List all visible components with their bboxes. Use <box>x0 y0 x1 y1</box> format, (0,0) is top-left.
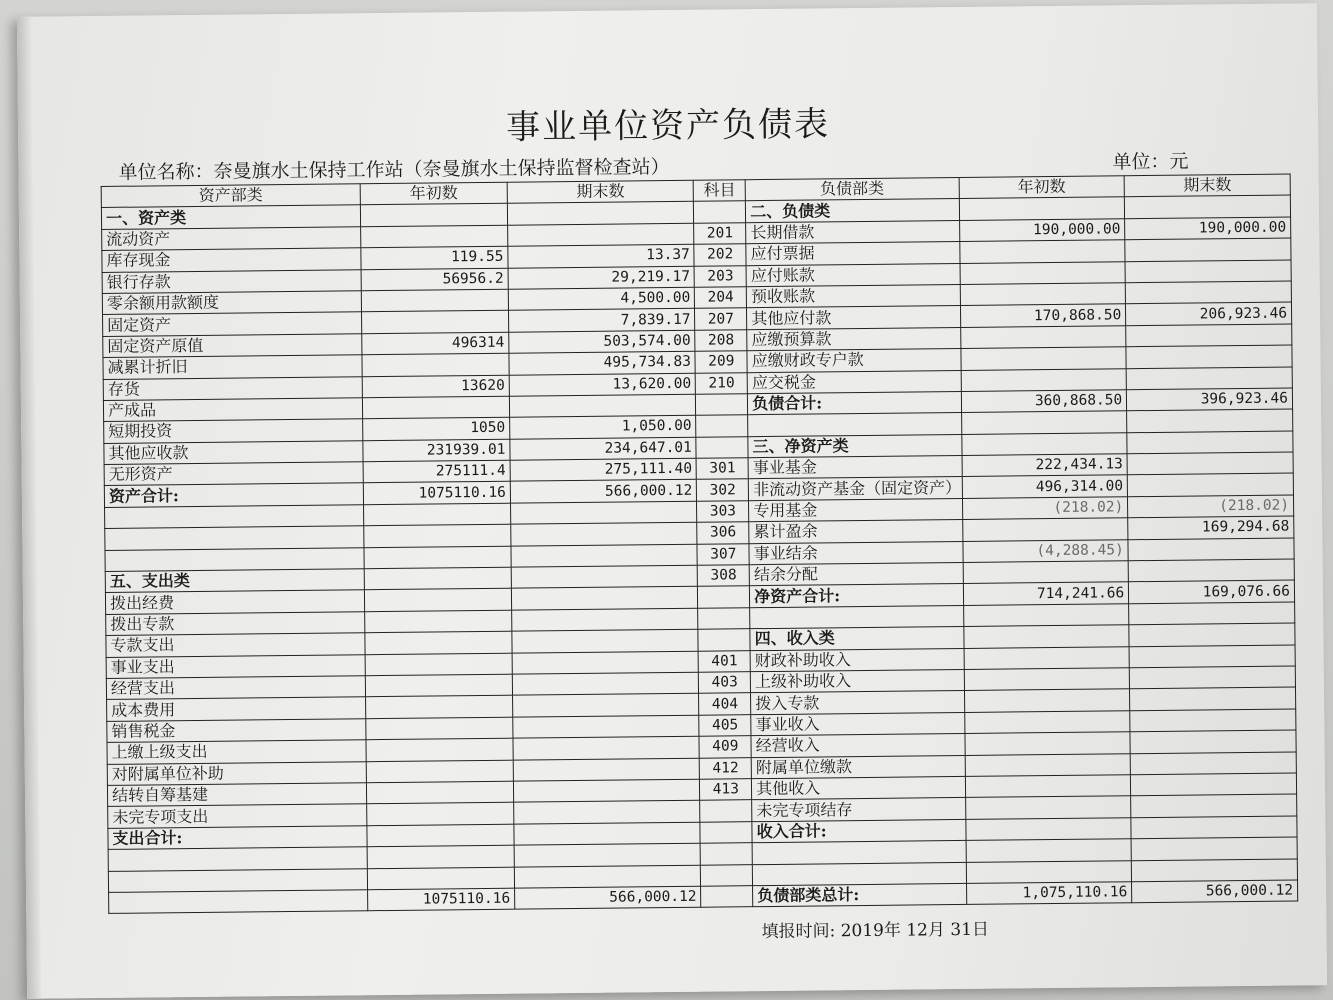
liability-start-year-cell: 190,000.00 <box>959 219 1125 242</box>
asset-start-year-cell <box>366 717 513 740</box>
liability-end-period-cell <box>1130 709 1296 732</box>
liability-start-year-cell <box>960 261 1126 284</box>
liability-end-period-cell <box>1131 773 1297 796</box>
asset-start-year-cell <box>367 803 514 826</box>
asset-item-cell: 其他应收款 <box>104 440 363 464</box>
liability-item-cell: 事业结余 <box>749 541 963 565</box>
account-code-cell: 203 <box>694 265 746 287</box>
liability-start-year-cell <box>963 604 1129 627</box>
account-code-cell <box>696 415 748 437</box>
liability-start-year-cell: (4,288.45) <box>962 539 1128 562</box>
asset-item-cell: 产成品 <box>103 398 362 422</box>
asset-end-period-cell: 29,219.17 <box>508 266 695 289</box>
liability-item-cell: 附属单位缴款 <box>751 755 965 779</box>
account-code-cell <box>696 436 748 458</box>
asset-start-year-cell <box>364 546 511 569</box>
liability-item-cell: 未完专项结存 <box>752 798 966 822</box>
liability-start-year-cell <box>959 197 1125 220</box>
asset-item-cell: 零余额用款额度 <box>102 291 361 315</box>
asset-end-period-cell: 275,111.40 <box>510 458 697 481</box>
asset-end-period-cell: 234,647.01 <box>510 437 697 460</box>
liability-end-period-cell <box>1127 431 1293 454</box>
asset-start-year-cell <box>365 610 512 633</box>
liability-item-cell: 拨入专款 <box>751 691 965 715</box>
liability-item-cell: 净资产合计: <box>750 584 964 608</box>
header-end-period-right: 期末数 <box>1124 174 1290 197</box>
liability-end-period-cell <box>1126 345 1292 368</box>
asset-end-period-cell <box>511 565 698 588</box>
liability-item-cell: 三、净资产类 <box>748 434 962 458</box>
asset-start-year-cell: 1075110.16 <box>367 888 514 911</box>
account-code-cell: 210 <box>696 372 748 394</box>
asset-end-period-cell: 1,050.00 <box>510 416 697 439</box>
account-code-cell <box>698 586 750 608</box>
header-start-year-right: 年初数 <box>959 176 1125 199</box>
document-sheet <box>17 3 1327 999</box>
asset-start-year-cell <box>367 867 514 890</box>
liability-end-period-cell: (218.02) <box>1128 495 1294 518</box>
asset-start-year-cell <box>365 674 512 697</box>
asset-start-year-cell: 231939.01 <box>363 439 510 462</box>
liability-start-year-cell <box>966 860 1132 883</box>
account-code-cell: 405 <box>699 714 751 736</box>
liability-end-period-cell: 169,294.68 <box>1128 516 1294 539</box>
liability-item-cell: 财政补助收入 <box>750 648 964 672</box>
liability-start-year-cell <box>960 347 1126 370</box>
liability-item-cell: 应缴财政专户款 <box>747 349 961 373</box>
asset-end-period-cell <box>511 544 698 567</box>
liability-start-year-cell <box>966 839 1132 862</box>
asset-item-cell: 库存现金 <box>102 248 361 272</box>
liability-item-cell: 其他收入 <box>752 776 966 800</box>
liability-start-year-cell <box>964 646 1130 669</box>
liability-end-period-cell <box>1126 324 1292 347</box>
liability-end-period-cell: 206,923.46 <box>1126 302 1292 325</box>
asset-item-cell: 固定资产 <box>103 312 362 336</box>
account-code-cell <box>696 394 748 416</box>
account-code-cell <box>694 201 746 223</box>
liability-start-year-cell <box>965 817 1131 840</box>
asset-start-year-cell <box>365 631 512 654</box>
asset-item-cell: 银行存款 <box>102 269 361 293</box>
asset-start-year-cell <box>364 524 511 547</box>
liability-item-cell: 长期借款 <box>746 220 960 244</box>
liability-end-period-cell <box>1130 752 1296 775</box>
asset-item-cell: 拨出专款 <box>106 612 365 636</box>
asset-item-cell <box>105 526 364 550</box>
liability-item-cell: 非流动资产基金（固定资产） <box>748 477 962 501</box>
header-asset-section: 资产部类 <box>101 184 360 208</box>
liability-end-period-cell <box>1127 473 1293 496</box>
asset-end-period-cell <box>512 651 699 674</box>
asset-start-year-cell: 1050 <box>363 417 510 440</box>
account-code-cell: 301 <box>696 458 748 480</box>
account-code-cell <box>700 800 752 822</box>
liability-item-cell: 应付账款 <box>746 263 960 287</box>
asset-item-cell: 成本费用 <box>107 697 366 721</box>
asset-end-period-cell: 503,574.00 <box>509 330 696 353</box>
asset-end-period-cell: 495,734.83 <box>509 351 696 374</box>
liability-end-period-cell <box>1131 816 1297 839</box>
asset-end-period-cell <box>512 672 699 695</box>
asset-item-cell <box>109 890 368 914</box>
asset-item-cell: 未完专项支出 <box>108 804 367 828</box>
liability-item-cell <box>748 413 962 437</box>
asset-start-year-cell <box>364 567 511 590</box>
account-code-cell: 204 <box>695 287 747 309</box>
asset-start-year-cell <box>360 204 507 227</box>
asset-item-cell: 固定资产原值 <box>103 333 362 357</box>
liability-item-cell: 二、负债类 <box>746 199 960 223</box>
liability-item-cell: 应缴预算款 <box>747 327 961 351</box>
liability-item-cell: 应付票据 <box>746 242 960 266</box>
asset-start-year-cell <box>362 353 509 376</box>
table-body <box>101 195 1297 913</box>
liability-item-cell: 负债合计: <box>748 391 962 415</box>
liability-end-period-cell <box>1128 538 1294 561</box>
account-code-cell: 412 <box>700 757 752 779</box>
liability-end-period-cell <box>1127 409 1293 432</box>
asset-end-period-cell: 566,000.12 <box>510 480 697 503</box>
liability-item-cell <box>750 605 964 629</box>
asset-end-period-cell <box>508 223 695 246</box>
liability-end-period-cell <box>1125 281 1291 304</box>
asset-start-year-cell <box>361 289 508 312</box>
asset-item-cell: 经营支出 <box>106 676 365 700</box>
asset-item-cell: 上缴上级支出 <box>107 740 366 764</box>
liability-start-year-cell <box>960 325 1126 348</box>
asset-item-cell: 支出合计: <box>108 825 367 849</box>
liability-end-period-cell <box>1125 238 1291 261</box>
asset-item-cell <box>108 847 367 871</box>
asset-end-period-cell <box>512 629 699 652</box>
liability-start-year-cell: 170,868.50 <box>960 304 1126 327</box>
header-liability-section: 负债部类 <box>745 177 959 201</box>
account-code-cell: 306 <box>697 522 749 544</box>
liability-end-period-cell <box>1128 559 1294 582</box>
asset-start-year-cell <box>365 696 512 719</box>
liability-start-year-cell: 496,314.00 <box>962 475 1128 498</box>
liability-end-period-cell <box>1131 837 1297 860</box>
asset-start-year-cell: 119.55 <box>361 246 508 269</box>
liability-item-cell: 事业基金 <box>748 456 962 480</box>
liability-end-period-cell <box>1127 452 1293 475</box>
liability-end-period-cell <box>1129 645 1295 668</box>
liability-end-period-cell <box>1130 666 1296 689</box>
liability-item-cell: 累计盈余 <box>749 520 963 544</box>
asset-end-period-cell <box>514 801 701 824</box>
account-code-cell: 201 <box>694 222 746 244</box>
account-code-cell: 413 <box>700 779 752 801</box>
liability-start-year-cell <box>961 432 1127 455</box>
asset-end-period-cell <box>512 608 699 631</box>
fill-date: 填报时间: 2019年 12月 31日 <box>761 919 990 943</box>
asset-end-period-cell <box>511 522 698 545</box>
balance-sheet-table-wrap <box>101 174 1299 915</box>
liability-item-cell: 上级补助收入 <box>750 669 964 693</box>
liability-start-year-cell <box>961 411 1127 434</box>
account-code-cell: 302 <box>697 479 749 501</box>
asset-item-cell <box>105 547 364 571</box>
asset-end-period-cell <box>513 736 700 759</box>
asset-start-year-cell <box>366 760 513 783</box>
account-code-cell <box>698 608 750 630</box>
asset-end-period-cell <box>510 501 697 524</box>
header-account: 科目 <box>694 180 746 202</box>
liability-item-cell: 收入合计: <box>752 819 966 843</box>
account-code-cell: 208 <box>695 329 747 351</box>
liability-item-cell: 事业收入 <box>751 712 965 736</box>
asset-item-cell: 拨出经费 <box>105 590 364 614</box>
unit-name: 单位名称：奈曼旗水土保持工作站（奈曼旗水土保持监督检查站） <box>118 156 670 184</box>
account-code-cell: 307 <box>697 543 749 565</box>
asset-item-cell: 一、资产类 <box>101 205 360 229</box>
liability-start-year-cell <box>964 689 1130 712</box>
asset-end-period-cell <box>513 715 700 738</box>
liability-end-period-cell <box>1129 602 1295 625</box>
account-code-cell: 202 <box>694 244 746 266</box>
liability-item-cell: 四、收入类 <box>750 627 964 651</box>
asset-item-cell <box>108 868 367 892</box>
header-start-year: 年初数 <box>360 182 507 205</box>
liability-item-cell: 其他应付款 <box>747 306 961 330</box>
account-code-cell <box>701 864 753 886</box>
asset-end-period-cell: 4,500.00 <box>508 287 695 310</box>
account-code-cell <box>701 886 753 908</box>
asset-start-year-cell: 13620 <box>362 375 509 398</box>
account-code-cell: 404 <box>699 693 751 715</box>
asset-item-cell <box>105 505 364 529</box>
liability-end-period-cell <box>1125 260 1291 283</box>
asset-end-period-cell: 13.37 <box>508 244 695 267</box>
liability-end-period-cell: 169,076.66 <box>1129 580 1295 603</box>
asset-item-cell: 销售税金 <box>107 718 366 742</box>
asset-item-cell: 事业支出 <box>106 654 365 678</box>
asset-start-year-cell <box>366 781 513 804</box>
asset-start-year-cell <box>367 824 514 847</box>
liability-item-cell: 应交税金 <box>747 370 961 394</box>
account-code-cell: 401 <box>698 650 750 672</box>
asset-item-cell: 减累计折旧 <box>103 355 362 379</box>
liability-item-cell <box>752 841 966 865</box>
account-code-cell: 409 <box>699 736 751 758</box>
liability-end-period-cell <box>1132 858 1298 881</box>
liability-end-period-cell <box>1129 623 1295 646</box>
asset-start-year-cell: 496314 <box>362 332 509 355</box>
currency-unit: 单位：元 <box>1112 150 1189 174</box>
asset-end-period-cell <box>514 865 701 888</box>
document-title: 事业单位资产负债表 <box>505 104 831 148</box>
account-code-cell: 403 <box>699 672 751 694</box>
liability-end-period-cell <box>1130 687 1296 710</box>
liability-end-period-cell <box>1131 794 1297 817</box>
asset-start-year-cell <box>367 845 514 868</box>
liability-end-period-cell: 190,000.00 <box>1125 217 1291 240</box>
liability-start-year-cell <box>964 710 1130 733</box>
liability-start-year-cell <box>961 368 1127 391</box>
liability-item-cell <box>752 862 966 886</box>
asset-item-cell: 存货 <box>103 376 362 400</box>
liability-start-year-cell <box>959 240 1125 263</box>
account-code-cell: 207 <box>695 308 747 330</box>
asset-end-period-cell <box>509 394 696 417</box>
liability-start-year-cell: 222,434.13 <box>962 454 1128 477</box>
liability-start-year-cell <box>963 625 1129 648</box>
asset-end-period-cell: 13,620.00 <box>509 373 696 396</box>
liability-item-cell: 负债部类总计: <box>753 883 967 907</box>
account-code-cell: 308 <box>698 565 750 587</box>
liability-start-year-cell <box>960 283 1126 306</box>
liability-end-period-cell: 396,923.46 <box>1127 388 1293 411</box>
asset-item-cell: 专款支出 <box>106 633 365 657</box>
asset-end-period-cell <box>513 779 700 802</box>
liability-start-year-cell <box>964 668 1130 691</box>
account-code-cell <box>700 843 752 865</box>
asset-end-period-cell <box>513 758 700 781</box>
account-code-cell <box>700 821 752 843</box>
asset-start-year-cell: 1075110.16 <box>363 482 510 505</box>
asset-item-cell: 对附属单位补助 <box>107 761 366 785</box>
asset-item-cell: 流动资产 <box>102 227 361 251</box>
liability-start-year-cell: 714,241.66 <box>963 582 1129 605</box>
asset-item-cell: 短期投资 <box>104 419 363 443</box>
asset-start-year-cell: 275111.4 <box>363 460 510 483</box>
liability-end-period-cell <box>1130 730 1296 753</box>
liability-item-cell: 经营收入 <box>751 734 965 758</box>
asset-start-year-cell <box>365 653 512 676</box>
account-code-cell: 303 <box>697 501 749 523</box>
liability-item-cell: 结余分配 <box>749 562 963 586</box>
asset-item-cell: 五、支出类 <box>105 569 364 593</box>
asset-end-period-cell <box>514 843 701 866</box>
asset-item-cell: 结转自筹基建 <box>107 783 366 807</box>
asset-end-period-cell: 7,839.17 <box>508 309 695 332</box>
asset-end-period-cell: 566,000.12 <box>515 886 702 909</box>
account-code-cell <box>698 629 750 651</box>
liability-start-year-cell <box>965 775 1131 798</box>
asset-start-year-cell <box>364 589 511 612</box>
liability-start-year-cell: 360,868.50 <box>961 390 1127 413</box>
liability-start-year-cell <box>964 732 1130 755</box>
liability-start-year-cell <box>965 753 1131 776</box>
asset-start-year-cell <box>366 738 513 761</box>
asset-start-year-cell: 56956.2 <box>361 268 508 291</box>
asset-end-period-cell <box>507 202 694 225</box>
asset-end-period-cell <box>511 587 698 610</box>
account-code-cell: 209 <box>695 351 747 373</box>
asset-item-cell: 无形资产 <box>104 462 363 486</box>
liability-end-period-cell <box>1125 195 1291 218</box>
liability-end-period-cell <box>1126 367 1292 390</box>
liability-item-cell: 专用基金 <box>749 498 963 522</box>
liability-start-year-cell <box>962 518 1128 541</box>
asset-start-year-cell <box>362 396 509 419</box>
liability-end-period-cell: 566,000.12 <box>1132 880 1298 903</box>
liability-start-year-cell: 1,075,110.16 <box>966 882 1132 905</box>
liability-item-cell: 预收账款 <box>746 284 960 308</box>
asset-end-period-cell <box>514 822 701 845</box>
asset-start-year-cell <box>363 503 510 526</box>
liability-start-year-cell <box>963 561 1129 584</box>
asset-end-period-cell <box>513 694 700 717</box>
header-end-period: 期末数 <box>507 180 694 203</box>
asset-start-year-cell <box>361 225 508 248</box>
asset-start-year-cell <box>361 311 508 334</box>
liability-start-year-cell <box>965 796 1131 819</box>
liability-start-year-cell: (218.02) <box>962 497 1128 520</box>
asset-item-cell: 资产合计: <box>104 483 363 507</box>
balance-sheet-table <box>101 174 1299 915</box>
